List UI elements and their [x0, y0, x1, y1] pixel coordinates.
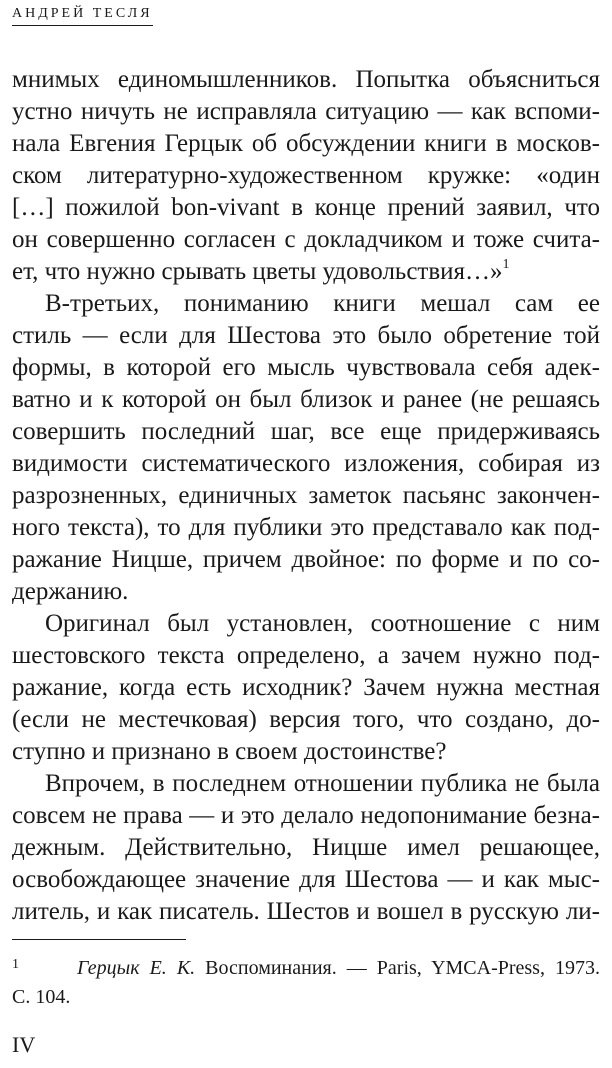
- text-line-content: освобождающее значение для Шестова — и как мыс-: [12, 866, 600, 893]
- footnote-text: Воспоминания. — Paris, YMCA-Press, 1973.: [195, 957, 600, 979]
- text-line-content: ражание, когда есть исходник? Зачем нужна местная: [12, 674, 600, 701]
- text-line-content: совсем не права — и это делало недопонимание безна-: [12, 802, 600, 829]
- footnote: [12, 950, 600, 1012]
- text-line: [12, 640, 600, 672]
- text-line: [12, 160, 600, 192]
- text-line-content: ступно и признано в своем достоинстве?: [12, 738, 447, 765]
- footnote-number: 1: [12, 957, 19, 972]
- text-line-content: […] пожилой bon-vivant в конце прений заявил, что: [12, 194, 600, 221]
- body-text: [12, 64, 600, 928]
- text-line: [12, 352, 600, 384]
- text-line: [12, 224, 600, 256]
- text-line: [12, 896, 600, 928]
- text-line-content: совершить последний шаг, все еще придерживаясь: [12, 418, 600, 445]
- text-line: [12, 256, 600, 288]
- text-line: [12, 864, 600, 896]
- text-line-content: он совершенно согласен с докладчиком и тоже счита-: [12, 226, 600, 253]
- text-line-content: ного текста), то для публики это представало как под-: [12, 514, 600, 541]
- text-line: [12, 672, 600, 704]
- text-line-content: ет, что нужно срывать цветы удовольствия…»: [12, 258, 503, 285]
- text-line-content: шестовского текста определено, а зачем нужно под-: [12, 642, 600, 669]
- footnote-author: Герцык Е. К.: [77, 957, 196, 979]
- text-line: [12, 576, 600, 608]
- text-line-content: ражание Ницше, причем двойное: по форме и по со-: [12, 546, 600, 573]
- text-line: [12, 192, 600, 224]
- text-line-content: Впрочем, в последнем отношении публика не была: [45, 770, 600, 797]
- text-line: [12, 704, 600, 736]
- text-line-content: мнимых единомышленников. Попытка объясниться: [12, 66, 600, 93]
- text-line-content: держанию.: [12, 578, 129, 605]
- text-line: [12, 800, 600, 832]
- text-line-content: видимости систематического изложения, собирая из: [12, 450, 600, 477]
- text-line-content: дежным. Действительно, Ницше имел решающее,: [12, 834, 600, 861]
- footnote-rule: [12, 939, 186, 940]
- text-line: [12, 768, 600, 800]
- text-line: [12, 480, 600, 512]
- text-line-content: устно ничуть не исправляла ситуацию — как вспоми-: [12, 98, 600, 125]
- text-line: [12, 320, 600, 352]
- running-head: АНДРЕЙ ТЕСЛЯ: [12, 6, 153, 26]
- text-line-content: ском литературно-художественном кружке: «один: [12, 162, 600, 189]
- text-line-content: разрозненных, единичных заметок пасьянс закончен-: [12, 482, 600, 509]
- text-line: [12, 608, 600, 640]
- text-line-content: нала Евгения Герцык об обсуждении книги в москов-: [12, 130, 600, 157]
- footnote-text-cont: С. 104.: [12, 986, 71, 1008]
- text-line: [12, 448, 600, 480]
- text-line: [12, 832, 600, 864]
- text-line-content: стиль — если для Шестова это было обретение той: [12, 322, 600, 349]
- text-line: [12, 512, 600, 544]
- text-line-content: (если не местечковая) версия того, что создано, до-: [12, 706, 600, 733]
- text-line-content: В-третьих, пониманию книги мешал сам ее: [45, 290, 600, 317]
- text-line: [12, 96, 600, 128]
- text-line: [12, 128, 600, 160]
- text-line-content: Оригинал был установлен, соотношение с ним: [45, 610, 600, 637]
- text-line: [12, 416, 600, 448]
- footnote-reference[interactable]: 1: [502, 257, 510, 272]
- page-number: IV: [12, 1032, 36, 1057]
- text-line-content: ватно и к которой он был близок и ранее (не решаясь: [12, 386, 600, 413]
- text-line: [12, 544, 600, 576]
- text-line: [12, 64, 600, 96]
- text-line: [12, 288, 600, 320]
- text-line-content: формы, в которой его мысль чувствовала себя адек-: [12, 354, 600, 381]
- text-line: [12, 384, 600, 416]
- text-line-content: литель, и как писатель. Шестов и вошел в русскую ли-: [12, 898, 600, 925]
- text-line: [12, 736, 600, 768]
